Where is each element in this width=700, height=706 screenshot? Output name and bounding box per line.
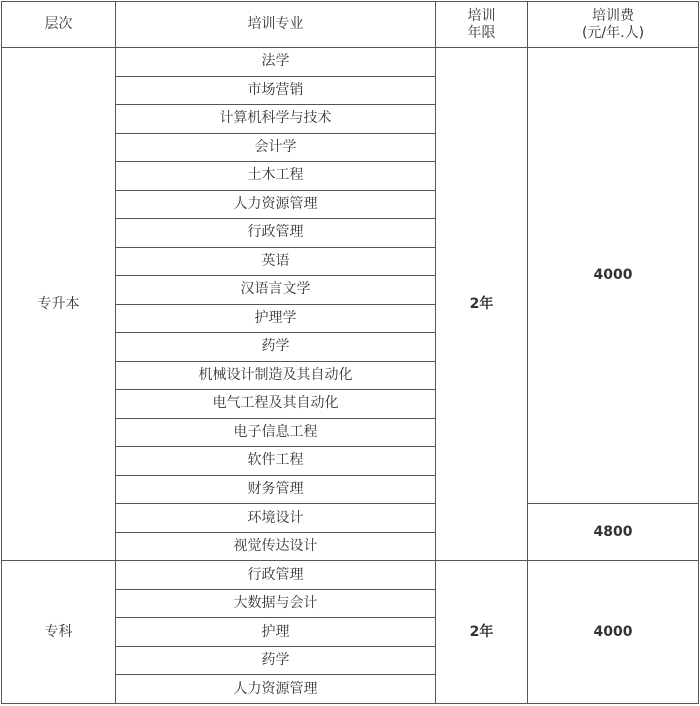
- level-cell-college: 专科: [2, 561, 116, 704]
- major-cell: 行政管理: [116, 219, 436, 248]
- years-cell-college: 2年: [436, 561, 528, 704]
- major-cell: 药学: [116, 646, 436, 675]
- major-cell: 电气工程及其自动化: [116, 390, 436, 419]
- header-years-line1: 培训: [467, 7, 496, 24]
- major-cell: 护理: [116, 618, 436, 647]
- major-cell: 会计学: [116, 133, 436, 162]
- header-level: 层次: [2, 2, 116, 48]
- header-fee-line1: 培训费: [592, 7, 634, 24]
- header-fee-line2: (元/年.人): [581, 24, 645, 41]
- header-years-line2: 年限: [467, 24, 496, 41]
- major-cell: 电子信息工程: [116, 418, 436, 447]
- major-cell: 护理学: [116, 304, 436, 333]
- major-cell: 市场营销: [116, 76, 436, 105]
- major-cell: 机械设计制造及其自动化: [116, 361, 436, 390]
- header-years: [436, 2, 528, 48]
- major-cell: 视觉传达设计: [116, 532, 436, 561]
- major-cell: 法学: [116, 48, 436, 77]
- major-cell: 土木工程: [116, 162, 436, 191]
- major-cell: 软件工程: [116, 447, 436, 476]
- fee-cell-upgrade-b: 4800: [528, 504, 699, 561]
- major-cell: 计算机科学与技术: [116, 105, 436, 134]
- fee-cell-college: 4000: [528, 561, 699, 704]
- years-cell-upgrade: 2年: [436, 48, 528, 561]
- major-cell: 环境设计: [116, 504, 436, 533]
- major-cell: 英语: [116, 247, 436, 276]
- table-row: [2, 561, 699, 590]
- header-row: [2, 2, 699, 48]
- table-row: [2, 48, 699, 77]
- major-cell: 大数据与会计: [116, 589, 436, 618]
- training-fee-table: [1, 1, 699, 704]
- major-cell: 行政管理: [116, 561, 436, 590]
- header-fee: [528, 2, 699, 48]
- major-cell: 人力资源管理: [116, 190, 436, 219]
- fee-cell-upgrade-a: 4000: [528, 48, 699, 504]
- major-cell: 药学: [116, 333, 436, 362]
- header-major: 培训专业: [116, 2, 436, 48]
- level-cell-upgrade: 专升本: [2, 48, 116, 561]
- major-cell: 汉语言文学: [116, 276, 436, 305]
- major-cell: 财务管理: [116, 475, 436, 504]
- major-cell: 人力资源管理: [116, 675, 436, 704]
